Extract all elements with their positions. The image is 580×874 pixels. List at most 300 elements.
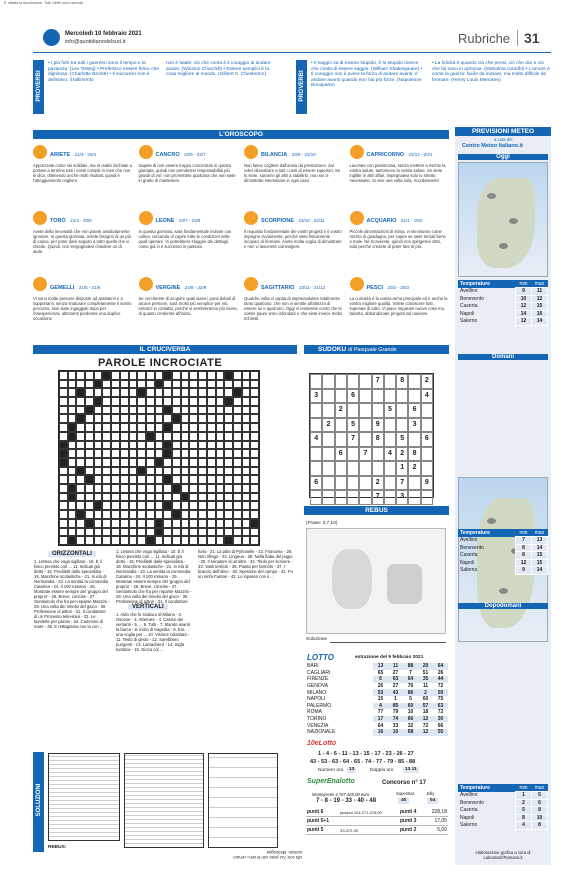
crossword-cell[interactable] <box>129 388 138 397</box>
crossword-cell[interactable] <box>189 380 198 389</box>
crossword-cell[interactable] <box>146 441 155 450</box>
crossword-cell[interactable] <box>59 484 68 493</box>
crossword-cell[interactable] <box>68 414 77 423</box>
sudoku-cell[interactable]: 7 <box>359 447 371 462</box>
crossword-cell[interactable] <box>216 501 225 510</box>
crossword-cell[interactable] <box>111 528 120 537</box>
crossword-cell[interactable] <box>207 467 216 476</box>
crossword-cell[interactable] <box>172 380 181 389</box>
crossword-cell[interactable] <box>189 475 198 484</box>
crossword-cell[interactable] <box>129 414 138 423</box>
crossword-cell[interactable] <box>146 380 155 389</box>
crossword-cell[interactable] <box>198 380 207 389</box>
crossword-cell[interactable] <box>163 458 172 467</box>
crossword-cell[interactable] <box>250 484 259 493</box>
crossword-cell[interactable] <box>163 432 172 441</box>
crossword-cell[interactable] <box>250 423 259 432</box>
sudoku-cell[interactable]: 3 <box>408 418 420 433</box>
crossword-cell[interactable] <box>59 423 68 432</box>
crossword-cell[interactable] <box>146 501 155 510</box>
crossword-cell[interactable] <box>137 458 146 467</box>
crossword-cell[interactable] <box>250 380 259 389</box>
crossword-cell[interactable] <box>216 423 225 432</box>
crossword-cell[interactable] <box>59 501 68 510</box>
crossword-cell[interactable] <box>76 458 85 467</box>
crossword-cell[interactable] <box>102 510 111 519</box>
crossword-cell[interactable] <box>207 371 216 380</box>
crossword-cell[interactable] <box>242 467 251 476</box>
crossword-cell[interactable] <box>120 414 129 423</box>
crossword-cell[interactable] <box>102 449 111 458</box>
crossword-cell[interactable] <box>102 406 111 415</box>
crossword-cell[interactable] <box>233 449 242 458</box>
crossword-cell[interactable] <box>189 519 198 528</box>
sudoku-cell[interactable] <box>359 476 371 491</box>
crossword-cell[interactable] <box>137 449 146 458</box>
crossword-cell[interactable] <box>102 458 111 467</box>
crossword-cell[interactable] <box>163 493 172 502</box>
crossword-cell[interactable] <box>233 441 242 450</box>
crossword-cell[interactable] <box>137 432 146 441</box>
crossword-cell[interactable] <box>216 458 225 467</box>
crossword-cell[interactable] <box>155 449 164 458</box>
crossword-cell[interactable] <box>137 371 146 380</box>
crossword-cell[interactable] <box>76 484 85 493</box>
crossword-cell[interactable] <box>155 432 164 441</box>
crossword-cell[interactable] <box>94 536 103 545</box>
crossword-cell[interactable] <box>216 371 225 380</box>
crossword-cell[interactable] <box>111 475 120 484</box>
sudoku-cell[interactable]: 4 <box>421 389 433 404</box>
crossword-cell[interactable] <box>94 432 103 441</box>
crossword-grid[interactable] <box>58 370 260 546</box>
crossword-cell[interactable] <box>129 510 138 519</box>
crossword-cell[interactable] <box>111 510 120 519</box>
crossword-cell[interactable] <box>59 519 68 528</box>
crossword-cell[interactable] <box>68 510 77 519</box>
crossword-cell[interactable] <box>198 458 207 467</box>
sudoku-cell[interactable] <box>322 476 334 491</box>
sudoku-cell[interactable] <box>384 490 396 505</box>
crossword-cell[interactable] <box>207 484 216 493</box>
sudoku-cell[interactable] <box>372 403 384 418</box>
crossword-cell[interactable] <box>198 371 207 380</box>
crossword-cell[interactable] <box>216 432 225 441</box>
crossword-cell[interactable] <box>189 467 198 476</box>
crossword-cell[interactable] <box>207 519 216 528</box>
crossword-cell[interactable] <box>250 536 259 545</box>
crossword-cell[interactable] <box>129 441 138 450</box>
crossword-cell[interactable] <box>59 371 68 380</box>
crossword-cell[interactable] <box>59 397 68 406</box>
sudoku-cell[interactable] <box>335 476 347 491</box>
crossword-cell[interactable] <box>189 501 198 510</box>
crossword-cell[interactable] <box>146 371 155 380</box>
crossword-cell[interactable] <box>137 441 146 450</box>
sudoku-cell[interactable] <box>322 374 334 389</box>
crossword-cell[interactable] <box>163 397 172 406</box>
crossword-cell[interactable] <box>181 510 190 519</box>
crossword-cell[interactable] <box>172 441 181 450</box>
crossword-cell[interactable] <box>242 493 251 502</box>
crossword-cell[interactable] <box>137 528 146 537</box>
sudoku-cell[interactable] <box>310 447 322 462</box>
crossword-cell[interactable] <box>233 536 242 545</box>
crossword-cell[interactable] <box>224 510 233 519</box>
crossword-cell[interactable] <box>224 441 233 450</box>
crossword-cell[interactable] <box>198 528 207 537</box>
sudoku-cell[interactable] <box>335 374 347 389</box>
crossword-cell[interactable] <box>250 528 259 537</box>
sudoku-cell[interactable]: 6 <box>408 403 420 418</box>
rebus-solution-line[interactable] <box>330 642 446 643</box>
crossword-cell[interactable] <box>129 484 138 493</box>
crossword-cell[interactable] <box>155 493 164 502</box>
crossword-cell[interactable] <box>129 371 138 380</box>
crossword-cell[interactable] <box>68 406 77 415</box>
sudoku-cell[interactable]: 2 <box>372 476 384 491</box>
crossword-cell[interactable] <box>59 467 68 476</box>
crossword-cell[interactable] <box>76 380 85 389</box>
crossword-cell[interactable] <box>242 475 251 484</box>
crossword-cell[interactable] <box>233 380 242 389</box>
crossword-cell[interactable] <box>216 406 225 415</box>
crossword-cell[interactable] <box>181 406 190 415</box>
sudoku-cell[interactable] <box>359 490 371 505</box>
sudoku-cell[interactable] <box>384 418 396 433</box>
sudoku-cell[interactable] <box>384 389 396 404</box>
crossword-cell[interactable] <box>242 414 251 423</box>
crossword-cell[interactable] <box>155 423 164 432</box>
crossword-cell[interactable] <box>59 510 68 519</box>
crossword-cell[interactable] <box>181 441 190 450</box>
crossword-cell[interactable] <box>242 406 251 415</box>
crossword-cell[interactable] <box>102 397 111 406</box>
crossword-cell[interactable] <box>129 493 138 502</box>
crossword-cell[interactable] <box>172 388 181 397</box>
crossword-cell[interactable] <box>189 510 198 519</box>
crossword-cell[interactable] <box>111 484 120 493</box>
crossword-cell[interactable] <box>94 484 103 493</box>
crossword-cell[interactable] <box>137 423 146 432</box>
crossword-cell[interactable] <box>146 528 155 537</box>
crossword-cell[interactable] <box>120 536 129 545</box>
crossword-cell[interactable] <box>181 388 190 397</box>
crossword-cell[interactable] <box>155 397 164 406</box>
crossword-cell[interactable] <box>189 528 198 537</box>
sudoku-cell[interactable] <box>310 403 322 418</box>
crossword-cell[interactable] <box>242 371 251 380</box>
crossword-cell[interactable] <box>207 432 216 441</box>
crossword-cell[interactable] <box>233 519 242 528</box>
crossword-cell[interactable] <box>59 536 68 545</box>
crossword-cell[interactable] <box>59 493 68 502</box>
crossword-cell[interactable] <box>207 528 216 537</box>
crossword-cell[interactable] <box>181 467 190 476</box>
crossword-cell[interactable] <box>233 414 242 423</box>
crossword-cell[interactable] <box>224 414 233 423</box>
crossword-cell[interactable] <box>207 441 216 450</box>
sudoku-cell[interactable]: 9 <box>372 418 384 433</box>
crossword-cell[interactable] <box>198 397 207 406</box>
crossword-cell[interactable] <box>198 406 207 415</box>
crossword-cell[interactable] <box>59 380 68 389</box>
sudoku-cell[interactable] <box>310 374 322 389</box>
crossword-cell[interactable] <box>172 467 181 476</box>
sudoku-cell[interactable]: 2 <box>396 447 408 462</box>
crossword-cell[interactable] <box>216 388 225 397</box>
crossword-cell[interactable] <box>102 519 111 528</box>
crossword-cell[interactable] <box>224 519 233 528</box>
crossword-cell[interactable] <box>224 528 233 537</box>
crossword-cell[interactable] <box>137 493 146 502</box>
sudoku-cell[interactable] <box>408 490 420 505</box>
crossword-cell[interactable] <box>181 414 190 423</box>
crossword-cell[interactable] <box>129 536 138 545</box>
crossword-cell[interactable] <box>224 484 233 493</box>
crossword-cell[interactable] <box>181 536 190 545</box>
crossword-cell[interactable] <box>181 397 190 406</box>
crossword-cell[interactable] <box>250 493 259 502</box>
crossword-cell[interactable] <box>242 449 251 458</box>
crossword-cell[interactable] <box>224 501 233 510</box>
crossword-cell[interactable] <box>102 528 111 537</box>
sudoku-cell[interactable] <box>396 418 408 433</box>
crossword-cell[interactable] <box>233 371 242 380</box>
crossword-cell[interactable] <box>102 441 111 450</box>
crossword-cell[interactable] <box>207 406 216 415</box>
crossword-cell[interactable] <box>172 406 181 415</box>
crossword-cell[interactable] <box>102 388 111 397</box>
crossword-cell[interactable] <box>146 414 155 423</box>
crossword-cell[interactable] <box>189 388 198 397</box>
crossword-cell[interactable] <box>163 414 172 423</box>
sudoku-cell[interactable] <box>421 403 433 418</box>
crossword-cell[interactable] <box>172 432 181 441</box>
crossword-cell[interactable] <box>94 449 103 458</box>
crossword-cell[interactable] <box>155 467 164 476</box>
crossword-cell[interactable] <box>242 441 251 450</box>
crossword-cell[interactable] <box>216 441 225 450</box>
sudoku-cell[interactable] <box>384 461 396 476</box>
sudoku-cell[interactable] <box>347 403 359 418</box>
sudoku-cell[interactable] <box>408 476 420 491</box>
crossword-cell[interactable] <box>129 467 138 476</box>
crossword-cell[interactable] <box>198 519 207 528</box>
crossword-cell[interactable] <box>155 475 164 484</box>
sudoku-cell[interactable] <box>335 418 347 433</box>
crossword-cell[interactable] <box>137 536 146 545</box>
sudoku-cell[interactable] <box>359 432 371 447</box>
sudoku-cell[interactable] <box>384 432 396 447</box>
crossword-cell[interactable] <box>68 388 77 397</box>
crossword-cell[interactable] <box>129 423 138 432</box>
crossword-cell[interactable] <box>242 510 251 519</box>
sudoku-cell[interactable]: 2 <box>322 418 334 433</box>
crossword-cell[interactable] <box>181 484 190 493</box>
crossword-cell[interactable] <box>76 423 85 432</box>
crossword-cell[interactable] <box>146 423 155 432</box>
crossword-cell[interactable] <box>250 449 259 458</box>
crossword-cell[interactable] <box>163 388 172 397</box>
crossword-cell[interactable] <box>94 423 103 432</box>
crossword-cell[interactable] <box>129 501 138 510</box>
crossword-cell[interactable] <box>76 441 85 450</box>
sudoku-cell[interactable] <box>359 389 371 404</box>
crossword-cell[interactable] <box>68 501 77 510</box>
crossword-cell[interactable] <box>120 423 129 432</box>
sudoku-cell[interactable] <box>347 374 359 389</box>
crossword-cell[interactable] <box>94 414 103 423</box>
crossword-cell[interactable] <box>94 441 103 450</box>
crossword-cell[interactable] <box>120 510 129 519</box>
crossword-cell[interactable] <box>129 458 138 467</box>
crossword-cell[interactable] <box>76 519 85 528</box>
crossword-cell[interactable] <box>242 501 251 510</box>
crossword-cell[interactable] <box>68 458 77 467</box>
crossword-cell[interactable] <box>250 414 259 423</box>
crossword-cell[interactable] <box>216 510 225 519</box>
crossword-cell[interactable] <box>242 536 251 545</box>
crossword-cell[interactable] <box>224 432 233 441</box>
crossword-cell[interactable] <box>111 397 120 406</box>
sudoku-cell[interactable] <box>372 447 384 462</box>
crossword-cell[interactable] <box>120 528 129 537</box>
crossword-cell[interactable] <box>155 536 164 545</box>
crossword-cell[interactable] <box>137 519 146 528</box>
crossword-cell[interactable] <box>207 510 216 519</box>
crossword-cell[interactable] <box>68 449 77 458</box>
sudoku-cell[interactable] <box>322 490 334 505</box>
crossword-cell[interactable] <box>111 519 120 528</box>
crossword-cell[interactable] <box>111 432 120 441</box>
crossword-cell[interactable] <box>224 493 233 502</box>
crossword-cell[interactable] <box>111 380 120 389</box>
crossword-cell[interactable] <box>68 397 77 406</box>
crossword-cell[interactable] <box>233 467 242 476</box>
crossword-cell[interactable] <box>68 467 77 476</box>
crossword-cell[interactable] <box>181 519 190 528</box>
crossword-cell[interactable] <box>120 388 129 397</box>
crossword-cell[interactable] <box>94 519 103 528</box>
crossword-cell[interactable] <box>111 414 120 423</box>
crossword-cell[interactable] <box>146 397 155 406</box>
crossword-cell[interactable] <box>102 467 111 476</box>
crossword-cell[interactable] <box>85 380 94 389</box>
crossword-cell[interactable] <box>189 441 198 450</box>
sudoku-cell[interactable] <box>322 461 334 476</box>
sudoku-cell[interactable] <box>421 461 433 476</box>
crossword-cell[interactable] <box>250 406 259 415</box>
crossword-cell[interactable] <box>189 493 198 502</box>
crossword-cell[interactable] <box>85 528 94 537</box>
crossword-cell[interactable] <box>250 432 259 441</box>
crossword-cell[interactable] <box>216 528 225 537</box>
crossword-cell[interactable] <box>216 484 225 493</box>
crossword-cell[interactable] <box>172 501 181 510</box>
crossword-cell[interactable] <box>59 414 68 423</box>
sudoku-cell[interactable] <box>347 447 359 462</box>
sudoku-cell[interactable] <box>384 476 396 491</box>
sudoku-cell[interactable] <box>335 389 347 404</box>
crossword-cell[interactable] <box>155 388 164 397</box>
crossword-cell[interactable] <box>76 536 85 545</box>
crossword-cell[interactable] <box>59 406 68 415</box>
crossword-cell[interactable] <box>250 467 259 476</box>
crossword-cell[interactable] <box>102 423 111 432</box>
crossword-cell[interactable] <box>189 371 198 380</box>
crossword-cell[interactable] <box>207 458 216 467</box>
crossword-cell[interactable] <box>146 406 155 415</box>
crossword-cell[interactable] <box>68 528 77 537</box>
crossword-cell[interactable] <box>94 458 103 467</box>
crossword-cell[interactable] <box>233 528 242 537</box>
crossword-cell[interactable] <box>207 380 216 389</box>
crossword-cell[interactable] <box>146 449 155 458</box>
sudoku-cell[interactable] <box>322 432 334 447</box>
sudoku-cell[interactable]: 2 <box>335 403 347 418</box>
crossword-cell[interactable] <box>59 475 68 484</box>
crossword-cell[interactable] <box>181 432 190 441</box>
crossword-cell[interactable] <box>155 371 164 380</box>
crossword-cell[interactable] <box>207 536 216 545</box>
crossword-cell[interactable] <box>146 493 155 502</box>
crossword-cell[interactable] <box>198 388 207 397</box>
crossword-cell[interactable] <box>120 432 129 441</box>
crossword-cell[interactable] <box>155 484 164 493</box>
crossword-cell[interactable] <box>111 458 120 467</box>
sudoku-cell[interactable] <box>408 374 420 389</box>
crossword-cell[interactable] <box>233 458 242 467</box>
crossword-cell[interactable] <box>233 484 242 493</box>
masthead-email[interactable]: info@quotidianodelsud.it <box>65 39 126 45</box>
sudoku-cell[interactable] <box>335 490 347 505</box>
crossword-cell[interactable] <box>242 458 251 467</box>
sudoku-cell[interactable] <box>421 418 433 433</box>
crossword-cell[interactable] <box>250 388 259 397</box>
crossword-cell[interactable] <box>181 475 190 484</box>
sudoku-cell[interactable]: 6 <box>335 447 347 462</box>
crossword-cell[interactable] <box>216 536 225 545</box>
crossword-cell[interactable] <box>181 528 190 537</box>
crossword-cell[interactable] <box>85 536 94 545</box>
crossword-cell[interactable] <box>85 432 94 441</box>
crossword-cell[interactable] <box>198 467 207 476</box>
crossword-cell[interactable] <box>111 406 120 415</box>
crossword-cell[interactable] <box>224 458 233 467</box>
crossword-cell[interactable] <box>94 371 103 380</box>
crossword-cell[interactable] <box>216 493 225 502</box>
sudoku-grid[interactable] <box>309 373 434 498</box>
sudoku-cell[interactable]: 6 <box>421 432 433 447</box>
crossword-cell[interactable] <box>76 528 85 537</box>
sudoku-cell[interactable] <box>310 461 322 476</box>
sudoku-cell[interactable]: 9 <box>421 476 433 491</box>
crossword-cell[interactable] <box>111 388 120 397</box>
sudoku-cell[interactable] <box>335 461 347 476</box>
crossword-cell[interactable] <box>172 423 181 432</box>
crossword-cell[interactable] <box>111 493 120 502</box>
crossword-cell[interactable] <box>111 423 120 432</box>
crossword-cell[interactable] <box>155 406 164 415</box>
crossword-cell[interactable] <box>85 493 94 502</box>
crossword-cell[interactable] <box>129 475 138 484</box>
crossword-cell[interactable] <box>85 441 94 450</box>
sudoku-cell[interactable]: 3 <box>396 490 408 505</box>
sudoku-cell[interactable] <box>359 374 371 389</box>
sudoku-cell[interactable] <box>408 389 420 404</box>
crossword-cell[interactable] <box>102 536 111 545</box>
